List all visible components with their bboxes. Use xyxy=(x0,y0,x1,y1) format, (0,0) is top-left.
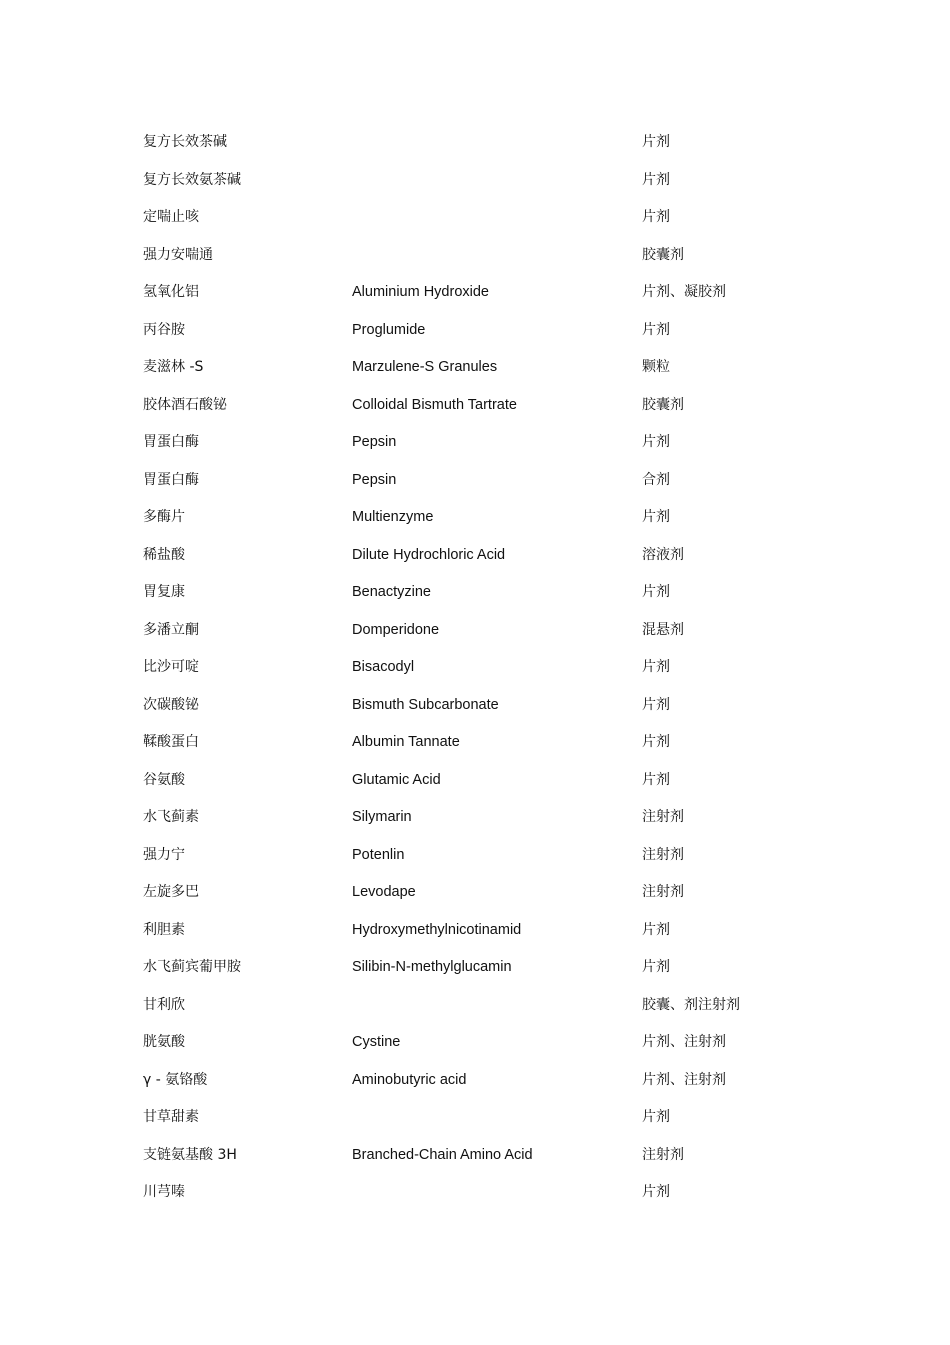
english-name-cell: Benactyzine xyxy=(352,584,431,600)
english-name-cell: Silymarin xyxy=(352,809,412,825)
table-row xyxy=(143,424,823,462)
table-row xyxy=(143,912,823,950)
table-row xyxy=(143,987,823,1025)
table-row xyxy=(143,574,823,612)
dosage-form-cell: 注射剂 xyxy=(642,1146,684,1163)
table-row xyxy=(143,199,823,237)
table-row xyxy=(143,949,823,987)
chinese-name-cell: 强力安喘通 xyxy=(143,246,213,263)
dosage-form-cell: 片剂 xyxy=(642,321,670,338)
dosage-form-cell: 片剂 xyxy=(642,209,670,225)
table-row xyxy=(143,162,823,200)
table-row xyxy=(143,612,823,650)
english-name-cell: Cystine xyxy=(352,1034,401,1050)
chinese-name-cell: 胃蛋白酶 xyxy=(143,434,199,450)
english-name-cell: Multienzyme xyxy=(352,509,434,525)
drug-table xyxy=(143,124,823,1212)
chinese-name-cell: 川芎嗪 xyxy=(143,1184,185,1200)
table-row xyxy=(143,724,823,762)
chinese-name-cell: 水飞蓟宾葡甲胺 xyxy=(143,959,241,975)
english-name-cell: Bisacodyl xyxy=(352,659,415,675)
dosage-form-cell: 片剂 xyxy=(642,584,670,600)
chinese-name-cell: 强力宁 xyxy=(143,846,185,863)
table-row xyxy=(143,1174,823,1212)
english-name-cell: Pepsin xyxy=(352,471,397,488)
table-row xyxy=(143,1137,823,1175)
table-row xyxy=(143,799,823,837)
table-row xyxy=(143,874,823,912)
chinese-name-cell: γ - 氨铬酸 xyxy=(143,1071,208,1088)
dosage-form-cell: 胶囊、剂注射剂 xyxy=(642,996,740,1013)
dosage-form-cell: 片剂 xyxy=(642,771,670,788)
table-row xyxy=(143,462,823,500)
dosage-form-cell: 颗粒 xyxy=(642,359,670,375)
chinese-name-cell: 比沙可啶 xyxy=(143,659,199,675)
chinese-name-cell: 鞣酸蛋白 xyxy=(143,734,199,750)
english-name-cell: Branched-Chain Amino Acid xyxy=(352,1146,533,1163)
dosage-form-cell: 注射剂 xyxy=(642,884,684,900)
table-row xyxy=(143,1024,823,1062)
table-row xyxy=(143,537,823,575)
english-name-cell: Domperidone xyxy=(352,621,440,638)
dosage-form-cell: 片剂 xyxy=(642,434,670,450)
chinese-name-cell: 次碳酸铋 xyxy=(143,696,199,713)
dosage-form-cell: 胶囊剂 xyxy=(642,246,684,263)
chinese-name-cell: 胱氨酸 xyxy=(143,1034,185,1050)
dosage-form-cell: 片剂 xyxy=(642,959,670,975)
dosage-form-cell: 注射剂 xyxy=(642,809,684,825)
dosage-form-cell: 片剂、凝胶剂 xyxy=(642,284,726,300)
chinese-name-cell: 丙谷胺 xyxy=(143,321,185,338)
english-name-cell: Aluminium Hydroxide xyxy=(352,284,489,300)
english-name-cell: Marzulene-S Granules xyxy=(352,359,498,375)
table-row xyxy=(143,687,823,725)
dosage-form-cell: 注射剂 xyxy=(642,846,684,863)
chinese-name-cell: 稀盐酸 xyxy=(143,546,185,563)
dosage-form-cell: 片剂、注射剂 xyxy=(642,1034,726,1050)
english-name-cell: Aminobutyric acid xyxy=(352,1071,467,1088)
table-row xyxy=(143,387,823,425)
english-name-cell: Bismuth Subcarbonate xyxy=(352,696,499,713)
chinese-name-cell: 支链氨基酸 3H xyxy=(143,1146,237,1163)
table-row xyxy=(143,837,823,875)
table-row xyxy=(143,499,823,537)
english-name-cell: Albumin Tannate xyxy=(352,734,460,750)
chinese-name-cell: 多潘立酮 xyxy=(143,621,199,638)
english-name-cell: Pepsin xyxy=(352,434,397,450)
table-row xyxy=(143,1062,823,1100)
english-name-cell: Hydroxymethylnicotinamid xyxy=(352,921,522,938)
english-name-cell: Silibin-N-methylglucamin xyxy=(352,959,512,975)
dosage-form-cell: 片剂 xyxy=(642,1184,670,1200)
table-row xyxy=(143,762,823,800)
table-row xyxy=(143,1099,823,1137)
table-row xyxy=(143,349,823,387)
chinese-name-cell: 胃复康 xyxy=(143,584,185,600)
chinese-name-cell: 胃蛋白酶 xyxy=(143,471,199,488)
table-row xyxy=(143,237,823,275)
chinese-name-cell: 多酶片 xyxy=(143,509,185,525)
english-name-cell: Potenlin xyxy=(352,846,405,863)
chinese-name-cell: 甘利欣 xyxy=(143,996,185,1013)
english-name-cell: Colloidal Bismuth Tartrate xyxy=(352,396,517,413)
chinese-name-cell: 水飞蓟素 xyxy=(143,809,199,825)
english-name-cell: Proglumide xyxy=(352,321,426,338)
dosage-form-cell: 混悬剂 xyxy=(642,621,684,638)
chinese-name-cell: 谷氨酸 xyxy=(143,771,185,788)
chinese-name-cell: 麦滋林 -S xyxy=(143,359,204,375)
dosage-form-cell: 片剂 xyxy=(642,696,670,713)
chinese-name-cell: 利胆素 xyxy=(143,921,185,938)
dosage-form-cell: 片剂 xyxy=(642,134,670,150)
dosage-form-cell: 溶液剂 xyxy=(642,546,684,563)
english-name-cell: Glutamic Acid xyxy=(352,771,441,788)
chinese-name-cell: 复方长效氨茶碱 xyxy=(143,171,241,188)
dosage-form-cell: 片剂、注射剂 xyxy=(642,1071,726,1088)
chinese-name-cell: 胶体酒石酸铋 xyxy=(143,396,227,413)
dosage-form-cell: 片剂 xyxy=(642,1109,670,1125)
table-row xyxy=(143,649,823,687)
dosage-form-cell: 片剂 xyxy=(642,734,670,750)
chinese-name-cell: 定喘止咳 xyxy=(143,209,199,225)
chinese-name-cell: 复方长效茶碱 xyxy=(143,134,227,150)
table-row xyxy=(143,274,823,312)
dosage-form-cell: 片剂 xyxy=(642,509,670,525)
dosage-form-cell: 片剂 xyxy=(642,171,670,188)
dosage-form-cell: 合剂 xyxy=(642,471,670,488)
chinese-name-cell: 氢氧化铝 xyxy=(143,284,199,300)
dosage-form-cell: 片剂 xyxy=(642,921,670,938)
english-name-cell: Levodape xyxy=(352,884,416,900)
dosage-form-cell: 胶囊剂 xyxy=(642,396,684,413)
table-row xyxy=(143,312,823,350)
chinese-name-cell: 左旋多巴 xyxy=(143,884,199,900)
english-name-cell: Dilute Hydrochloric Acid xyxy=(352,546,506,563)
table-row xyxy=(143,124,823,162)
dosage-form-cell: 片剂 xyxy=(642,659,670,675)
chinese-name-cell: 甘草甜素 xyxy=(143,1109,199,1125)
